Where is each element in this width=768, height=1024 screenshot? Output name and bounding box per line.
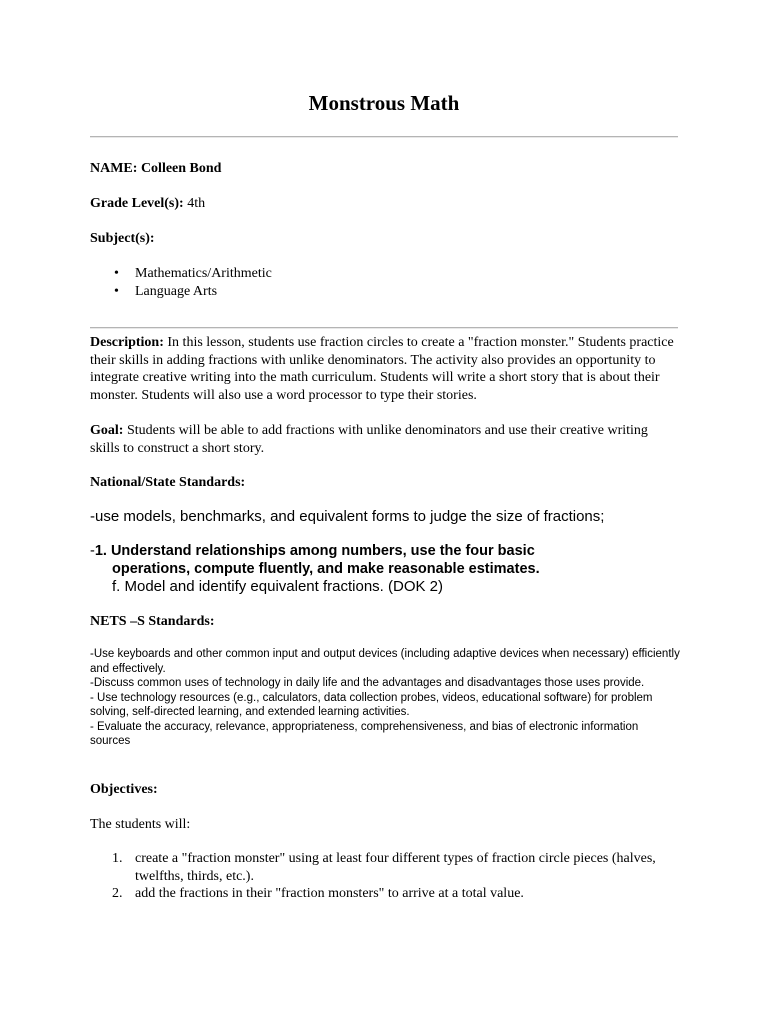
standards-label: National/State Standards: (90, 475, 246, 490)
goal-section (90, 422, 680, 457)
subjects-list (90, 265, 680, 300)
goal-text: Students will be able to add fractions with unlike denominators and use their creative writing skills to construct a short story. (90, 423, 648, 456)
name-field (90, 160, 680, 178)
goal-label: Goal: (90, 423, 124, 438)
list-item: • Language Arts (114, 283, 218, 299)
list-item: • Mathematics/Arithmetic (114, 266, 272, 281)
list-item: - Use technology resources (e.g., calculators, data collection probes, videos, educational software) for problem solving, self-directed learning, and extended learning activities. (90, 691, 653, 718)
grade-label: Grade Level(s): (90, 196, 184, 211)
objectives-label: Objectives: (90, 782, 158, 797)
list-item: 1. create a "fraction monster" using at least four different types of fraction circle pieces (halves, twelfths, thirds, etc.). (112, 851, 656, 884)
objectives-list (90, 850, 680, 903)
description-section (90, 334, 680, 404)
objectives-intro: The students will: (90, 817, 191, 832)
list-item: - Evaluate the accuracy, relevance, appropriateness, comprehensiveness, and bias of electronic information sources (90, 720, 639, 747)
subjects-label: Subject(s): (90, 231, 155, 246)
page-title: Monstrous Math (308, 91, 460, 115)
bullet-icon: • (114, 266, 119, 281)
description-label: Description: (90, 335, 164, 350)
grade-value: 4th (187, 196, 206, 211)
name-value: Colleen Bond (140, 161, 222, 176)
standard-heading-line1: -1. Understand relationships among numbers, use the four basic (90, 543, 535, 559)
standard-heading-line2: operations, compute fluently, and make reasonable estimates. (112, 560, 540, 577)
list-item: 2. add the fractions in their "fraction monsters" to arrive at a total value. (112, 886, 524, 901)
list-item: -Discuss common uses of technology in daily life and the advantages and disadvantages those uses provide. (90, 677, 645, 689)
description-text: In this lesson, students use fraction circles to create a "fraction monster." Students practice their skills in adding fractions with unlike denominators. The activity also provides an opportunity to integrate creative writing into the math curriculum. Students will write a short story that is about their monster. Students will also use a word processor to type their stories. (90, 335, 674, 403)
bullet-icon: • (114, 283, 119, 299)
standard-subitem: f. Model and identify equivalent fractions. (DOK 2) (112, 578, 443, 595)
divider (90, 327, 678, 329)
divider (90, 136, 678, 138)
standard-item-detail (90, 543, 690, 596)
list-item: -Use keyboards and other common input and output devices (including adaptive devices when necessary) efficiently and effectively. (90, 648, 680, 675)
nets-list (90, 647, 680, 749)
name-label: NAME: (90, 161, 138, 176)
grade-field (90, 195, 680, 213)
standard-item: -use models, benchmarks, and equivalent forms to judge the size of fractions; (90, 508, 605, 525)
nets-label: NETS –S Standards: (90, 614, 215, 629)
